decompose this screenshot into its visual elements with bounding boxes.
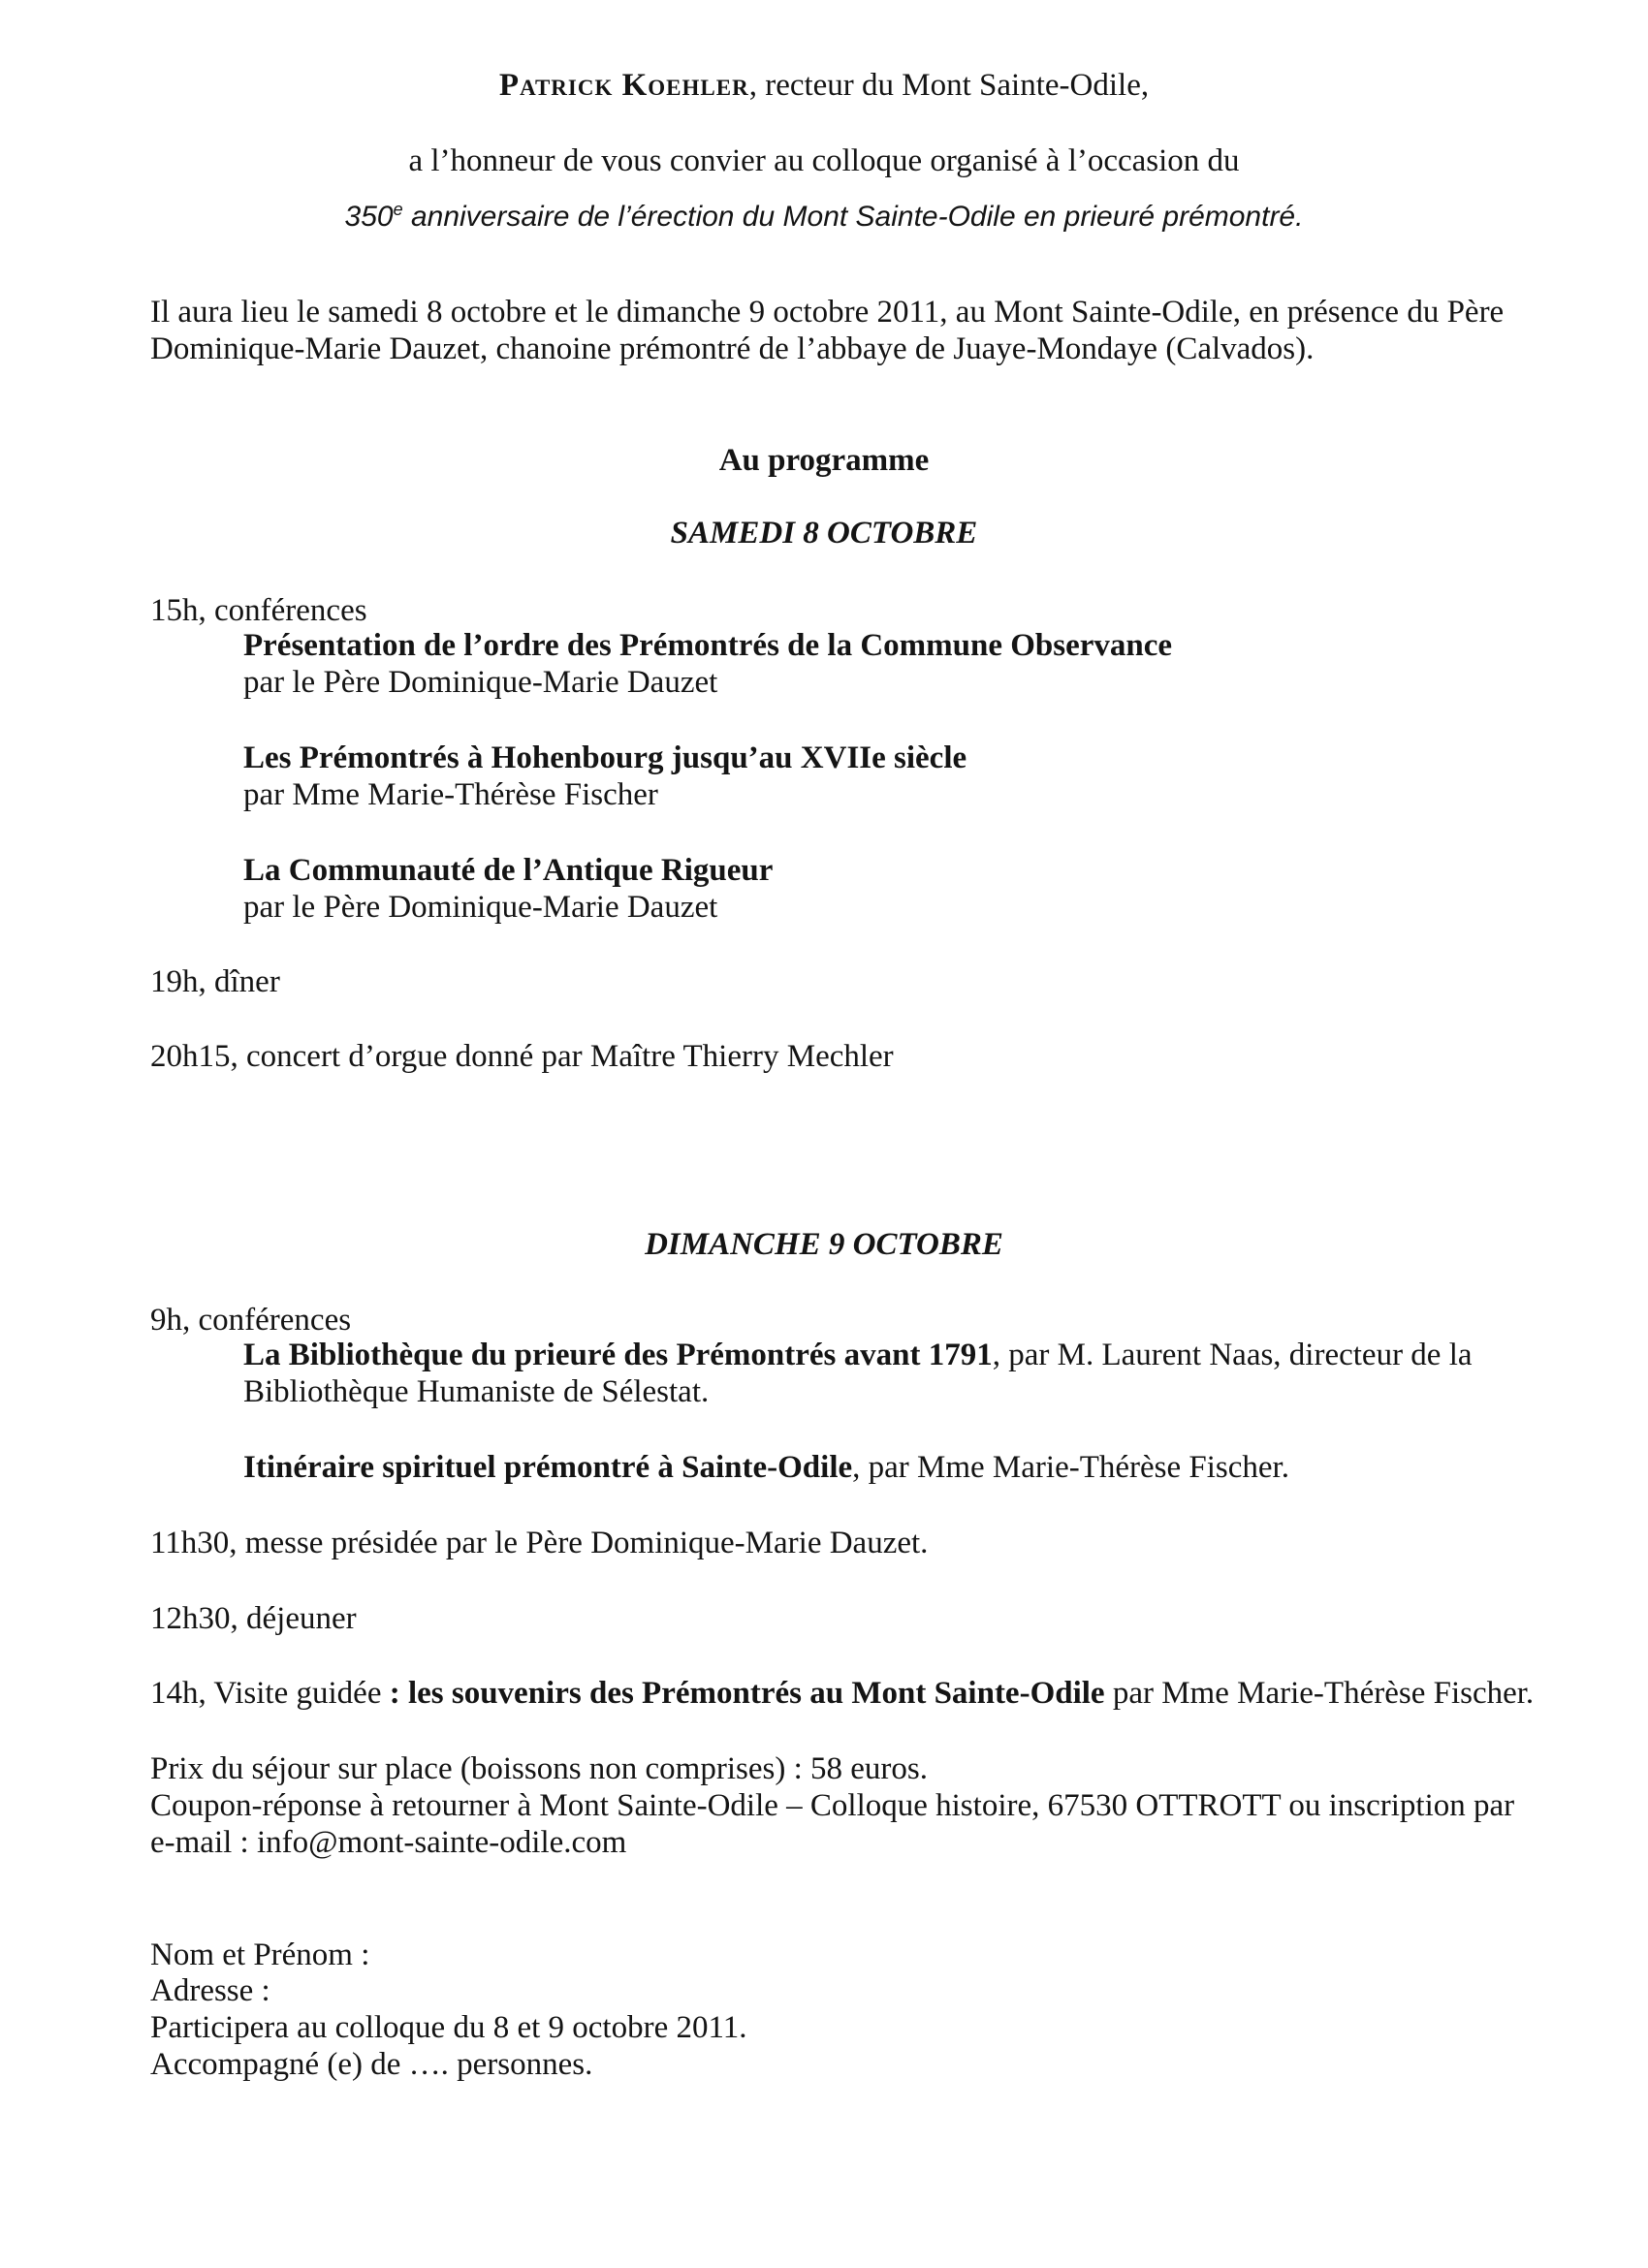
sunday-talk-2 [243,1448,1289,1487]
talk-title: Les Prémontrés à Hohenbourg jusqu’au XVIIe siècle [243,740,967,775]
talk-speaker: par le Père Dominique-Marie Dauzet [243,665,718,700]
sunday-talk-1 [243,1336,1473,1374]
talk-title: Itinéraire spirituel prémontré à Sainte-Odile [243,1450,853,1485]
talk-title: Présentation de l’ordre des Prémontrés de la Commune Observance [243,628,1173,663]
coupon-line: Coupon-réponse à retourner à Mont Sainte-Odile – Colloque histoire, 67530 OTTROTT ou inscription par [150,1788,1515,1823]
form-participation: Participera au colloque du 8 et 9 octobre 2011. [150,2010,747,2045]
talk-speaker: par le Père Dominique-Marie Dauzet [243,890,718,925]
email-line: e-mail : info@mont-sainte-odile.com [150,1825,627,1860]
visit-guide: par Mme Marie-Thérèse Fischer. [1104,1676,1535,1711]
saturday-heading: SAMEDI 8 OCTOBRE [670,516,978,551]
saturday-conference-time: 15h, conférences [150,593,367,628]
author-title: , recteur du Mont Sainte-Odile, [748,68,1150,103]
program-heading: Au programme [718,443,930,478]
invite-line: a l’honneur de vous convier au colloque organisé à l’occasion du [408,143,1240,178]
talk-title: La Bibliothèque du prieuré des Prémontrés avant 1791 [243,1338,993,1372]
saturday-dinner: 19h, dîner [150,964,280,999]
visit-title: : les souvenirs des Prémontrés au Mont Sainte-Odile [389,1676,1105,1711]
intro-line-2: Dominique-Marie Dauzet, chanoine prémontré de l’abbaye de Juaye-Mondaye (Calvados). [150,331,1315,366]
sunday-mass: 11h30, messe présidée par le Père Dominique-Marie Dauzet. [150,1526,929,1560]
host-line [0,66,1648,105]
anniversary-superscript: e [393,200,403,219]
anniversary-line [0,198,1648,236]
author-name: Patrick Koehler [498,68,749,103]
anniversary-text: anniversaire de l’érection du Mont Sainte-Odile en prieuré prémontré. [402,201,1304,233]
sunday-heading: DIMANCHE 9 OCTOBRE [645,1227,1003,1262]
sunday-visit [150,1674,1534,1713]
sunday-lunch: 12h30, déjeuner [150,1601,357,1636]
sunday-talk-1-line-2: Bibliothèque Humaniste de Sélestat. [243,1374,710,1409]
talk-title: La Communauté de l’Antique Rigueur [243,853,774,888]
talk-speaker: par Mme Marie-Thérèse Fischer [243,777,658,812]
talk-speaker: , par M. Laurent Naas, directeur de la [992,1338,1473,1372]
form-guests: Accompagné (e) de …. personnes. [150,2047,593,2082]
visit-prefix: 14h, Visite guidée [150,1676,390,1711]
sunday-conference-time: 9h, conférences [150,1303,352,1338]
anniversary-number: 350 [344,201,394,233]
saturday-concert: 20h15, concert d’orgue donné par Maître Thierry Mechler [150,1039,894,1074]
form-address-field: Adresse : [150,1973,270,2008]
talk-speaker: , par Mme Marie-Thérèse Fischer. [852,1450,1289,1485]
price-line: Prix du séjour sur place (boissons non comprises) : 58 euros. [150,1751,928,1786]
form-name-field: Nom et Prénom : [150,1937,370,1972]
intro-line-1: Il aura lieu le samedi 8 octobre et le dimanche 9 octobre 2011, au Mont Sainte-Odile, en présence du Père [150,295,1505,330]
